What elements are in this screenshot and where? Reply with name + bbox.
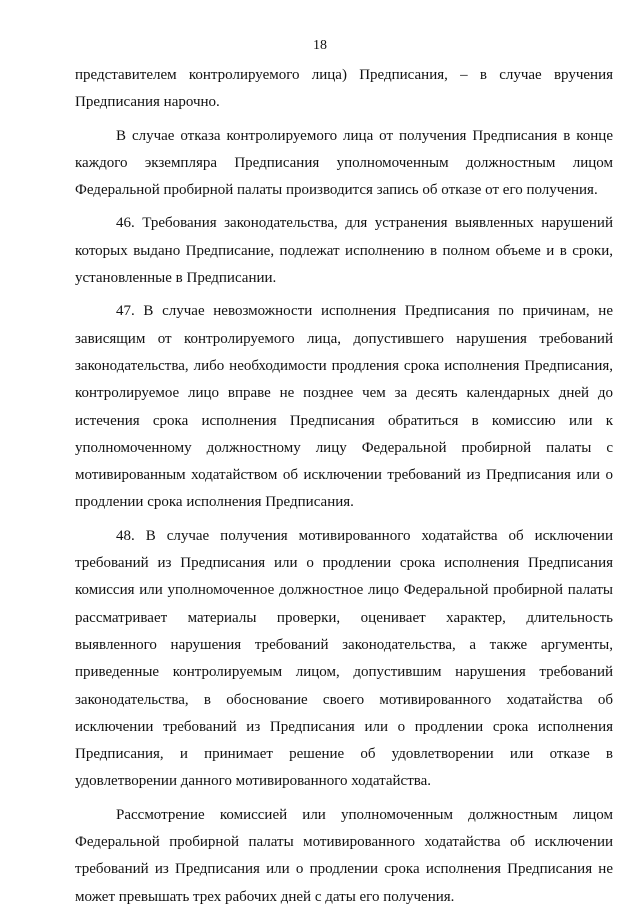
paragraph-46: 46. Требования законодательства, для устранения выявленных нарушений которых выдано Предписание, подлежат исполнению в полном объеме и в сроки, установленные в Предписании. [75,215,613,287]
paragraph-47: 47. В случае невозможности исполнения Предписания по причинам, не зависящим от контролируемого лица, допустившего нарушения требований законодательства, либо необходимости продления срока исполнения Предписания, контролируемое лицо вправе не позднее чем за десять календарных дней до истечения срока исполнения Предписания обратиться в комиссию или к уполномоченному должностному лицу Федеральной пробирной палаты с мотивированным ходатайством об исключении требований из Предписания или о продлении срока исполнения Предписания. [75,303,613,511]
paragraph-48: 48. В случае получения мотивированного ходатайства об исключении требований из Предписания или о продлении срока исполнения Предписания комиссия или уполномоченное должностное лицо Федеральной пробирной палаты рассматривает материалы проверки, оценивает характер, длительность выявленного нарушения требований законодательства, а также аргументы, приведенные контролируемым лицом, допустившим нарушения требований законодательства, в обоснование своего мотивированного ходатайства об исключении требований из Предписания или о продлении срока исполнения Предписания, и принимает решение об удовлетворении или отказе в удовлетворении данного мотивированного ходатайства. [75,527,613,790]
page-number: 18 [313,38,327,53]
paragraph-continuation: представителем контролируемого лица) Предписания, – в случае вручения Предписания нарочно. [75,67,613,111]
paragraph-review-period: Рассмотрение комиссией или уполномоченным должностным лицом Федеральной пробирной палаты мотивированного ходатайства об исключении требований из Предписания или о продлении срока исполнения Предписания не может превышать трех рабочих дней с даты его получения. [75,806,613,905]
document-body [75,62,613,911]
paragraph-refusal-record: В случае отказа контролируемого лица от получения Предписания в конце каждого экземпляра Предписания уполномоченным должностным лицом Федеральной пробирной палаты производится запись об отказе от его получения. [75,127,613,199]
